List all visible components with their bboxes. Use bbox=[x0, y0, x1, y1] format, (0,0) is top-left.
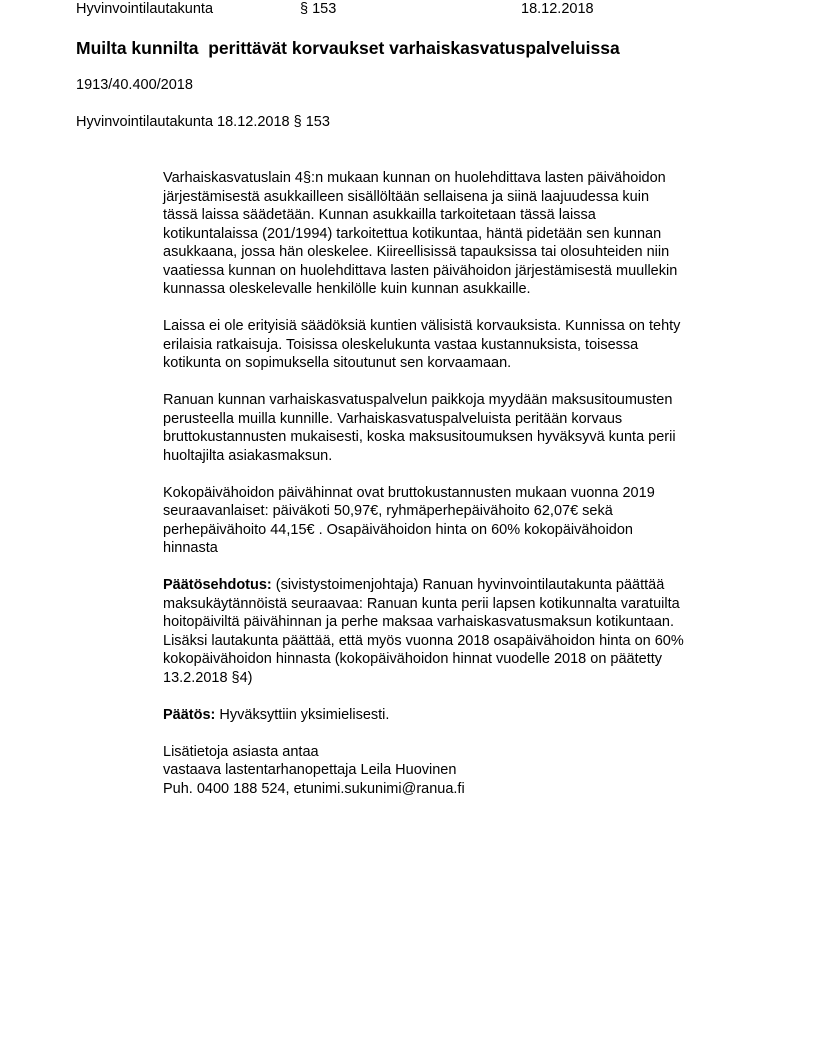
text-line: vaatiessa kunnan on huolehdittava lasten päivähoidon järjestämisestä muullekin bbox=[163, 262, 678, 279]
body-paragraph bbox=[163, 169, 763, 299]
record-number: 1913/40.400/2018 bbox=[76, 77, 193, 93]
text-line: hinnasta bbox=[163, 540, 218, 556]
header-body: Hyvinvointilautakunta bbox=[76, 1, 214, 17]
decision-proposal bbox=[163, 576, 763, 687]
text-line: kotikunta on sopimuksella sitoutunut sen korvaamaan. bbox=[163, 355, 512, 371]
text-line: maksukäytännöistä seuraavaa: Ranuan kunta perii lapsen kotikunnalta varatuilta bbox=[163, 595, 680, 612]
text-line: järjestämisestä asukkailleen sisällöltään sellaisena ja siinä laajuudessa kuin bbox=[163, 188, 650, 205]
decision-text: Hyväksyttiin yksimielisesti. bbox=[215, 706, 390, 723]
meeting-reference: Hyvinvointilautakunta 18.12.2018 § 153 bbox=[76, 114, 330, 130]
body-paragraph bbox=[163, 484, 763, 558]
text-line: bruttokustannusten mukaisesti, koska maksusitoumuksen hyväksyvä kunta perii bbox=[163, 429, 676, 445]
text-line: perusteella muilla kunnille. Varhaiskasvatuspalveluista peritään korvaus bbox=[163, 410, 623, 427]
text-line: Laissa ei ole erityisiä säädöksiä kuntien välisistä korvauksista. Kunnissa on tehty bbox=[163, 318, 681, 334]
text-line: Ranuan kunnan varhaiskasvatuspalvelun paikkoja myydään maksusitoumusten bbox=[163, 392, 673, 408]
text-line: perhepäivähoito 44,15€ . Osapäivähoidon hinta on 60% kokopäivähoidon bbox=[163, 521, 633, 538]
text-line: seuraavanlaiset: päiväkoti 50,97€, ryhmäperhepäivähoito 62,07€ sekä bbox=[163, 503, 613, 519]
header-date: 18.12.2018 bbox=[521, 1, 594, 17]
contact-info bbox=[163, 743, 763, 799]
text-line: tässä laissa säädetään. Kunnan asukkailla tarkoitetaan tässä laissa bbox=[163, 207, 596, 223]
proposal-label: Päätösehdotus: bbox=[163, 577, 272, 593]
text-line: Varhaiskasvatuslain 4§:n mukaan kunnan on huolehdittava lasten päivähoidon bbox=[163, 170, 666, 186]
text-line: kotikuntalaissa (201/1994) tarkoitettua kotikuntaa, häntä pidetään sen kunnan bbox=[163, 225, 662, 242]
header-section: § 153 bbox=[300, 1, 337, 17]
decision bbox=[163, 706, 763, 725]
text-line: 13.2.2018 §4) bbox=[163, 669, 253, 686]
document-title: Muilta kunnilta perittävät korvaukset varhaiskasvatuspalveluissa bbox=[76, 38, 620, 58]
document-body bbox=[163, 169, 763, 817]
body-paragraph bbox=[163, 391, 763, 465]
text-line: Kokopäivähoidon päivähinnat ovat bruttokustannusten mukaan vuonna 2019 bbox=[163, 484, 655, 501]
text-line: kunnassa oleskelevalle henkilölle kuin kunnan asukkaille. bbox=[163, 281, 531, 297]
text-line: hoitopäiviltä päivähinnan ja perhe maksaa varhaiskasvatusmaksun kotikuntaan. bbox=[163, 614, 675, 630]
decision-label: Päätös: bbox=[163, 706, 216, 723]
body-paragraph bbox=[163, 317, 763, 373]
text-line: asukkaana, jossa hän oleskelee. Kiireellisissä tapauksissa tai olosuhteiden niin bbox=[163, 244, 670, 260]
text-line: huoltajilta asiakasmaksun. bbox=[163, 447, 333, 464]
text-line: kokopäivähoidon hinnasta (kokopäivähoidon hinnat vuodelle 2018 on päätetty bbox=[163, 651, 663, 667]
text-line: vastaava lastentarhanopettaja Leila Huovinen bbox=[163, 762, 457, 778]
proposal-first-line: (sivistystoimenjohtaja) Ranuan hyvinvointilautakunta päättää bbox=[271, 577, 665, 593]
text-line: erilaisia ratkaisuja. Toisissa oleskelukunta vastaa kustannuksista, toisessa bbox=[163, 336, 639, 353]
text-line: Puh. 0400 188 524, etunimi.sukunimi@ranua.fi bbox=[163, 780, 465, 797]
text-line: Lisätietoja asiasta antaa bbox=[163, 743, 319, 760]
text-line: Lisäksi lautakunta päättää, että myös vuonna 2018 osapäivähoidon hinta on 60% bbox=[163, 632, 684, 649]
